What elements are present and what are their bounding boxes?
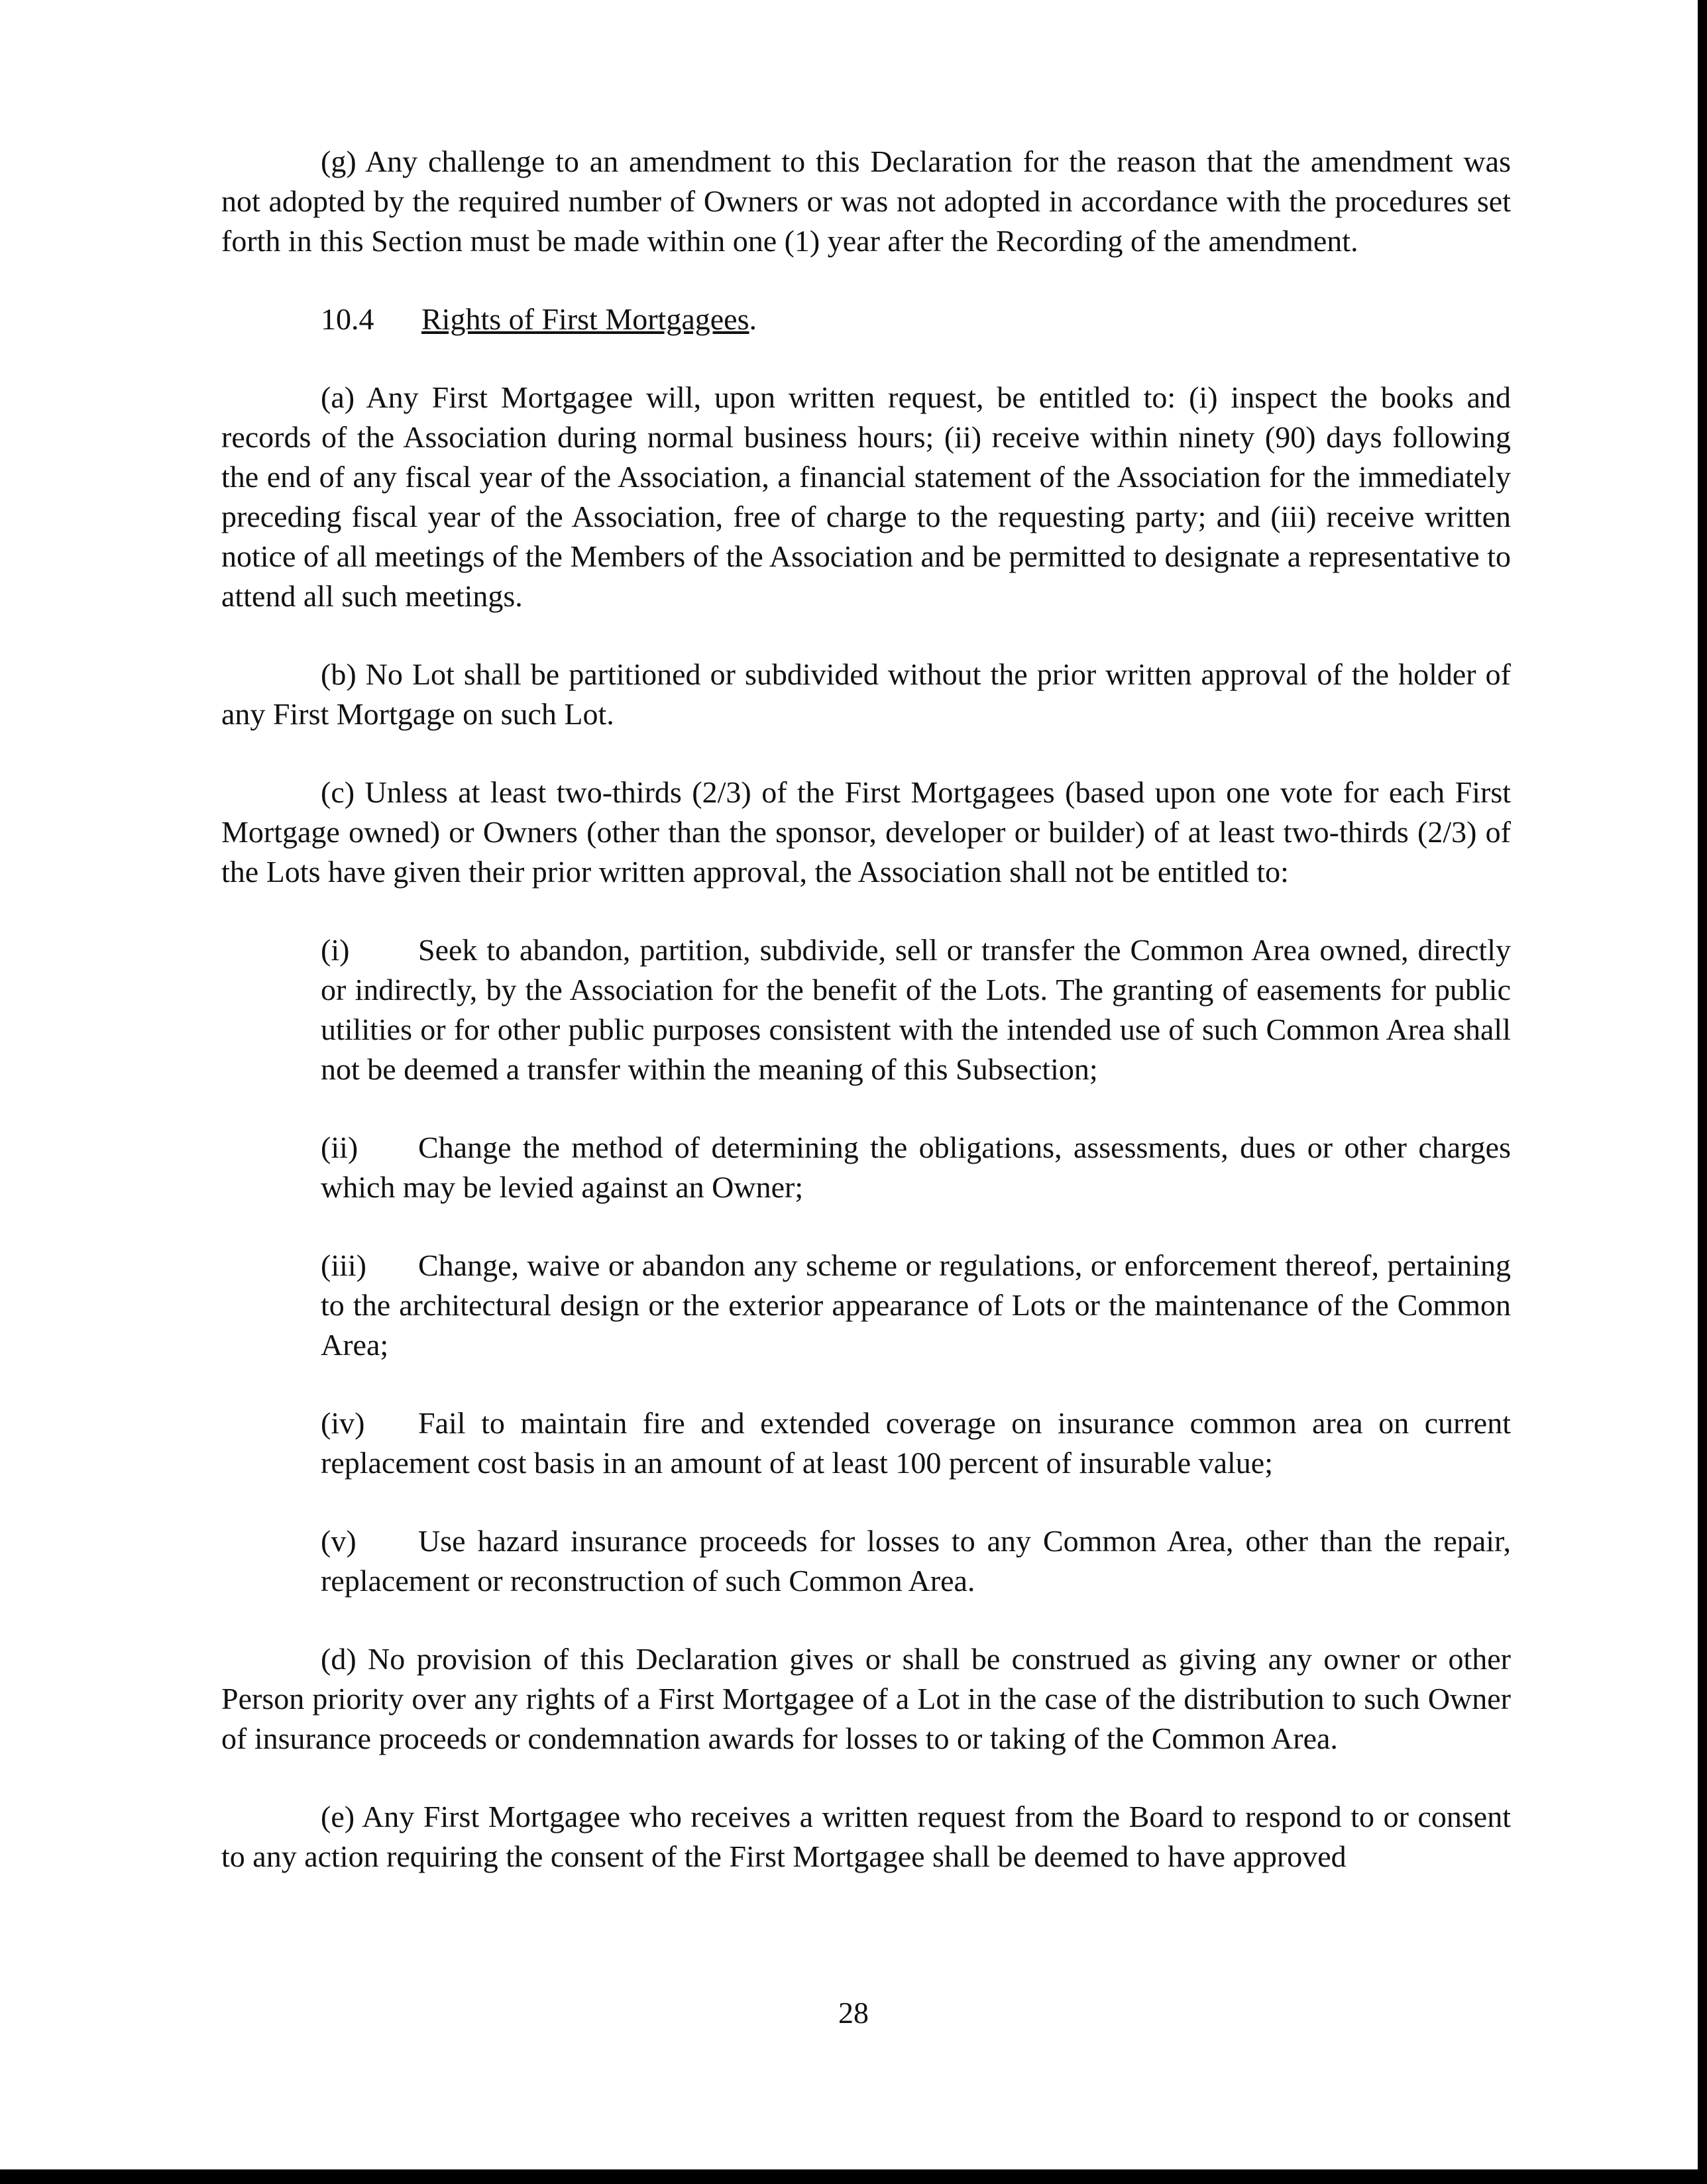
- scan-border-bottom: [0, 2169, 1707, 2184]
- page-number: 28: [838, 1996, 869, 2030]
- list-item-text: Fail to maintain fire and extended coverage on insurance common area on current replacement cost basis in an amount of at least 100 percent of insurable value;: [321, 1406, 1511, 1480]
- list-item-marker: (iv): [321, 1406, 365, 1440]
- list-item-iv: [321, 1403, 1511, 1483]
- section-title-suffix: .: [749, 302, 757, 336]
- paragraph-g: (g) Any challenge to an amendment to this Declaration for the reason that the amendment was not adopted by the required number of Owners or was not adopted in accordance with the procedures set forth in this Section must be made within one (1) year after the Recording of the amendment.: [221, 144, 1511, 258]
- paragraph-e: (e) Any First Mortgagee who receives a written request from the Board to respond to or consent to any action requiring the consent of the First Mortgagee shall be deemed to have approved: [221, 1800, 1511, 1873]
- paragraph-d: (d) No provision of this Declaration gives or shall be construed as giving any owner or other Person priority over any rights of a First Mortgagee of a Lot in the case of the distribution to such Owner of insurance proceeds or condemnation awards for losses to or taking of the Common Area.: [221, 1642, 1511, 1755]
- list-item-marker: (i): [321, 933, 350, 967]
- paragraph-a: (a) Any First Mortgagee will, upon written request, be entitled to: (i) inspect the books and records of the Association during normal business hours; (ii) receive within ninety (90) days following the end of any fiscal year of the Association, a financial statement of the Association for the immediately preceding fiscal year of the Association, free of charge to the requesting party; and (iii) receive written notice of all meetings of the Members of the Association and be permitted to designate a representative to attend all such meetings.: [221, 380, 1511, 613]
- list-item-marker: (iii): [321, 1248, 366, 1282]
- section-number: 10.4: [321, 302, 374, 336]
- paragraph-b: (b) No Lot shall be partitioned or subdivided without the prior written approval of the holder of any First Mortgage on such Lot.: [221, 657, 1511, 731]
- list-item-iii: [321, 1246, 1511, 1365]
- list-item-marker: (v): [321, 1524, 357, 1558]
- list-item-text: Use hazard insurance proceeds for losses to any Common Area, other than the repair, replacement or reconstruction of such Common Area.: [321, 1524, 1511, 1598]
- list-item-v: [321, 1521, 1511, 1601]
- scan-border-right: [1698, 0, 1707, 2184]
- list-item-ii: [321, 1128, 1511, 1207]
- document-page: [221, 142, 1511, 1915]
- section-heading: [221, 300, 1511, 339]
- list-item-i: [321, 930, 1511, 1089]
- paragraph-c: (c) Unless at least two-thirds (2/3) of the First Mortgagees (based upon one vote for each First Mortgage owned) or Owners (other than the sponsor, developer or builder) of at least two-thirds (2/3) of the Lots have given their prior written approval, the Association shall not be entitled to:: [221, 775, 1511, 889]
- list-item-text: Change, waive or abandon any scheme or regulations, or enforcement thereof, pertaining to the architectural design or the exterior appearance of Lots or the maintenance of the Common Area;: [321, 1248, 1511, 1362]
- list-item-marker: (ii): [321, 1130, 358, 1164]
- list-item-text: Seek to abandon, partition, subdivide, sell or transfer the Common Area owned, directly or indirectly, by the Association for the benefit of the Lots. The granting of easements for public utilities or for other public purposes consistent with the intended use of such Common Area shall not be deemed a transfer within the meaning of this Subsection;: [321, 933, 1511, 1086]
- list-item-text: Change the method of determining the obligations, assessments, dues or other charges which may be levied against an Owner;: [321, 1130, 1511, 1204]
- section-title: Rights of First Mortgagees: [421, 302, 749, 336]
